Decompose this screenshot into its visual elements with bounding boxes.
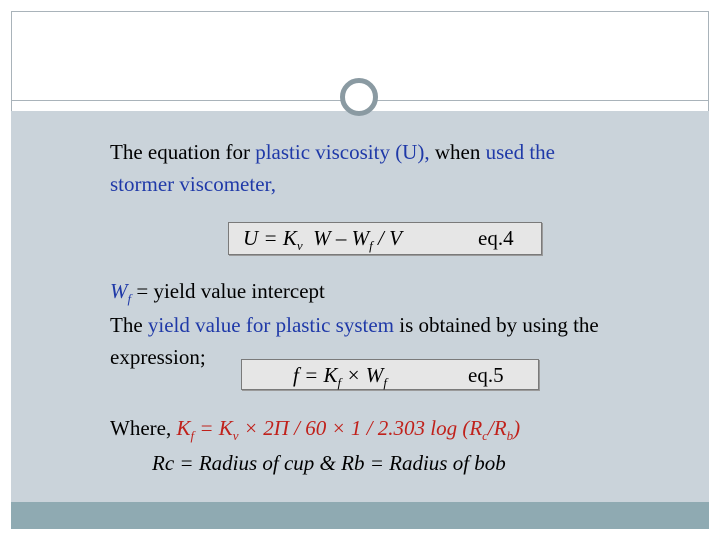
eq4-subscript-v: v [296, 238, 303, 254]
where-formula: × 2Π / 60 × 1 / 2.303 log (R [238, 416, 483, 440]
eq4-v: / V [378, 226, 402, 250]
where-b-subscript: b [506, 428, 514, 444]
where-prefix: Where, [110, 416, 177, 440]
where-close: ) [513, 416, 521, 440]
eq4-u: U = K [243, 226, 297, 250]
radius-definitions: Rc = Radius of cup & Rb = Radius of bob [152, 451, 506, 475]
text-run: The equation for [110, 140, 256, 164]
where-k: K [176, 416, 191, 440]
wf-w: W [110, 279, 128, 303]
equation-box-eq5 [241, 359, 539, 390]
equation-eq5 [293, 361, 387, 389]
where-c-subscript: c [482, 428, 488, 444]
where-v-subscript: v [232, 428, 239, 444]
paragraph-plastic-viscosity [110, 136, 555, 200]
eq5-f: f = K [293, 363, 338, 387]
paragraph-radius-definitions [152, 447, 506, 479]
wf-subscript: f [127, 291, 132, 307]
eq5-subscript-w: f [383, 375, 387, 391]
highlight-used-the: used the [485, 140, 555, 164]
text-run: when [429, 140, 486, 164]
text-run: is obtained by using the [394, 313, 599, 337]
eq4-w: W – W [313, 226, 370, 250]
eq5-w: × W [346, 363, 384, 387]
equation-box-eq4 [228, 222, 542, 255]
paragraph-where [110, 412, 520, 444]
paragraph-wf-definition [110, 275, 325, 307]
eq4-label: eq.4 [478, 226, 514, 250]
text-run: expression; [110, 345, 206, 369]
wf-text: = yield value intercept [131, 279, 325, 303]
footer-band [11, 502, 709, 529]
where-equals-k: = K [194, 416, 233, 440]
highlight-yield-value: yield value for plastic system [147, 313, 395, 337]
highlight-stormer-viscometer: stormer viscometer, [110, 172, 276, 196]
divider-circle-icon [340, 78, 378, 116]
equation-eq4 [243, 224, 402, 252]
text-run: The [110, 313, 148, 337]
where-k-subscript: f [190, 428, 195, 444]
highlight-plastic-viscosity: plastic viscosity (U), [255, 140, 430, 164]
where-slash-r: /R [487, 416, 507, 440]
eq5-subscript-f: f [337, 375, 342, 391]
eq5-label: eq.5 [468, 363, 504, 387]
eq4-subscript-f: f [369, 238, 373, 254]
